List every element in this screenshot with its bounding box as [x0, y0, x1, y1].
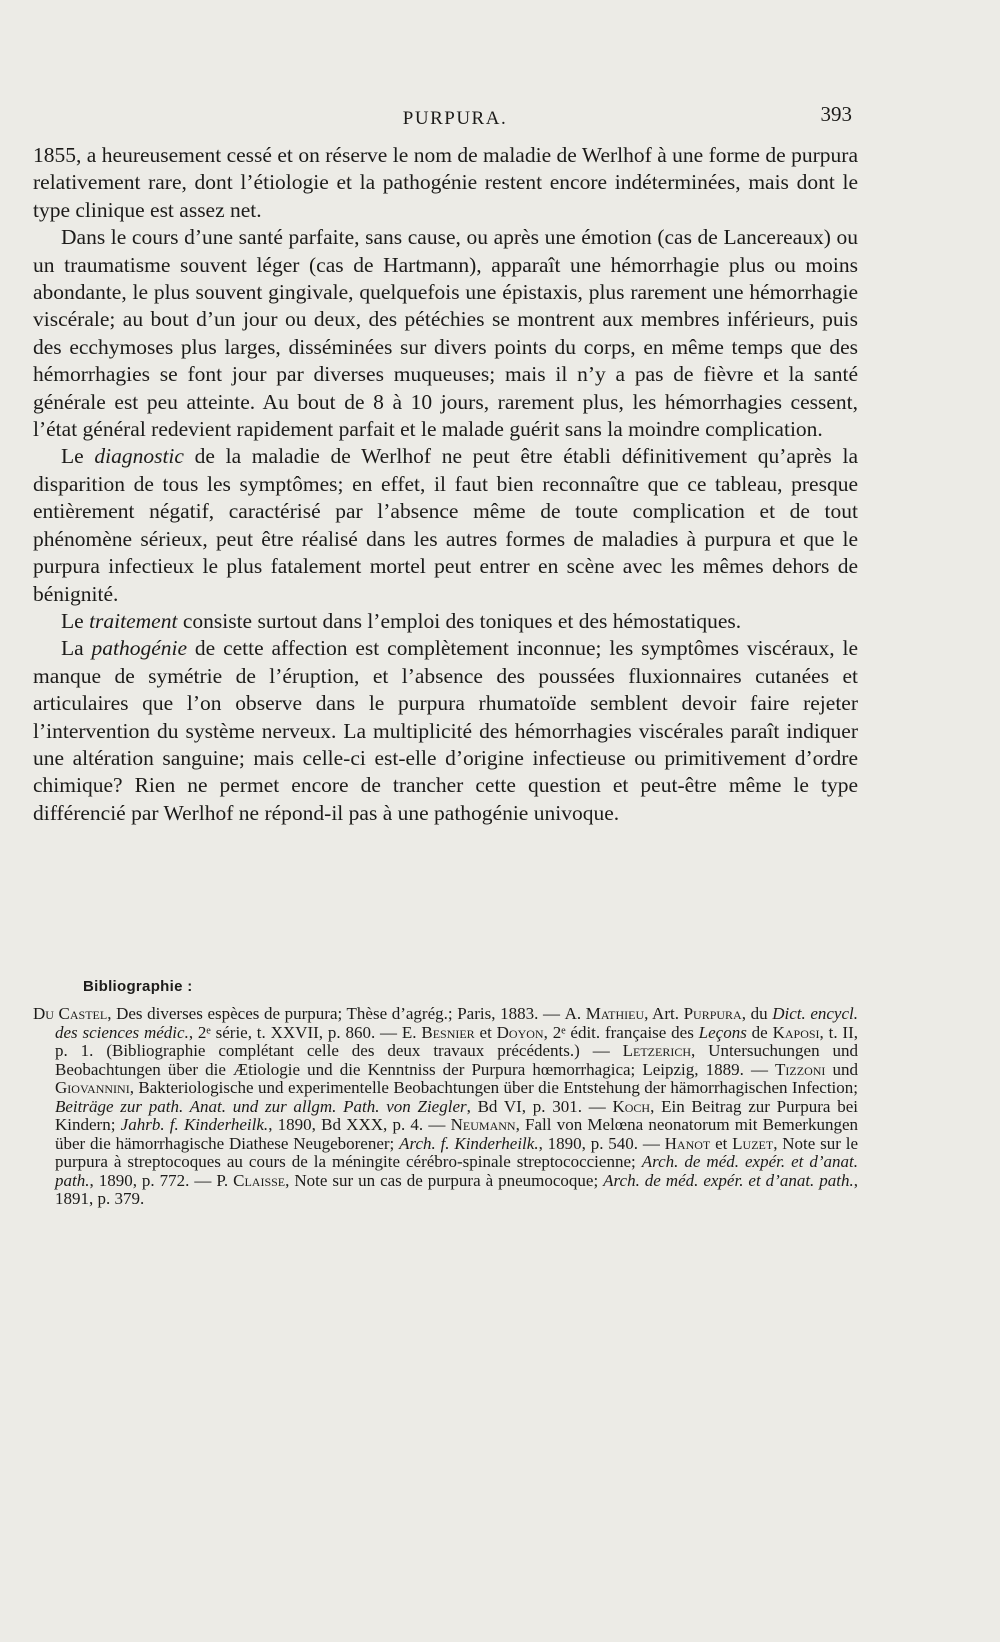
- bibliography-journal: Beiträge zur path. Anat. und zur allgm. Path. von Ziegler: [55, 1096, 467, 1116]
- paragraph-1: [33, 142, 858, 224]
- bibliography-text: , 1891, p. 379.: [55, 1170, 858, 1208]
- bibliography-author: Doyon: [496, 1022, 544, 1042]
- page-header: [60, 102, 852, 138]
- paragraph-lead-term: diagnostic: [94, 444, 184, 469]
- paragraph-lead-article: La: [61, 636, 92, 661]
- paragraph-2: [33, 224, 858, 443]
- bibliography-journal: Leçons: [698, 1022, 747, 1042]
- bibliography-author: A. Mathieu: [564, 1004, 645, 1023]
- paragraph-text: Dans le cours d’une santé parfaite, sans cause, ou après une émotion (cas de Lancereaux) ou un traumatisme souvent léger (cas de Hartmann), apparaît une hémorrhagie plus ou moins abondante, le plus souvent gingivale, quelquefois une épistaxis, plus rarement une hémorrhagie viscérale; au bout d’un jour ou deux, des pétéchies se montrent aux membres inférieurs, puis des ecchymoses plus larges, disséminées sur divers points du corps, en même temps que des hémorrhagies se font jour par diverses muqueuses; mais il n’y a pas de fièvre et la santé générale est peu atteinte. Au bout de 8 à 10 jours, rarement plus, les hémorrhagies cessent, l’état général redevient rapidement parfait et le malade guérit sans la moindre complication.: [33, 225, 858, 442]
- bibliography-author: E. Besnier: [401, 1022, 475, 1042]
- bibliography-text: et: [474, 1022, 497, 1042]
- bibliography-text: , 2ᵉ édit. française des: [543, 1022, 699, 1042]
- bibliography-text: , du: [741, 1004, 773, 1023]
- bibliography-heading: Bibliographie :: [83, 978, 193, 995]
- bibliography-text: de: [746, 1022, 773, 1042]
- bibliography-author: Hanot: [664, 1133, 711, 1153]
- bibliography-text: , t. II, p. 1. (Bibliographie complétant celle des deux travaux précédents.) —: [55, 1022, 859, 1060]
- paragraph-text: de cette affection est complètement inconnue; les symptômes viscéraux, le manque de symétrie de l’éruption, et l’absence des poussées fluxionnaires cutanées et articulaires que l’on observe dans le purpura rhumatoïde semblent devoir faire rejeter l’intervention du système nerveux. La multiplicité des hémorrhagies viscérales paraît indiquer une altération sanguine; mais celle-ci est-elle d’origine infectieuse ou primitivement d’ordre chimique? Rien ne permet encore de trancher cette question et peut-être même le type différencié par Werlhof ne répond-il pas à une pathogénie univoque.: [33, 636, 858, 825]
- bibliography-text: , Note sur un cas de purpura à pneumocoque;: [285, 1170, 604, 1190]
- bibliography-text: et: [710, 1133, 733, 1153]
- bibliography-author: Tizzoni: [775, 1059, 826, 1079]
- paragraph-lead-term: traitement: [89, 608, 178, 633]
- bibliography-list: [33, 1005, 858, 1209]
- bibliography-text: , Ein Beitrag zur Purpura bei Kindern;: [55, 1096, 858, 1134]
- bibliography: [33, 978, 858, 1209]
- bibliography-journal: Jahrb. f. Kinderheilk.: [120, 1115, 269, 1134]
- bibliography-author: Neumann: [450, 1115, 516, 1134]
- bibliography-text: , Art.: [644, 1004, 684, 1023]
- paragraph-lead-article: Le: [61, 444, 95, 469]
- bibliography-text: , 1890, Bd XXX, p. 4. —: [268, 1115, 451, 1134]
- paragraph-lead-term: pathogénie: [91, 636, 188, 661]
- body-text: [33, 142, 858, 827]
- bibliography-text: , 2ᵉ série, t. XXVII, p. 860. —: [188, 1022, 402, 1042]
- bibliography-text: , Des diverses espèces de purpura; Thèse d’agrég.; Paris, 1883. —: [107, 1004, 565, 1023]
- bibliography-author: Du Castel: [33, 1004, 108, 1023]
- paragraph-lead-article: Le: [61, 608, 90, 633]
- bibliography-text: und: [825, 1059, 858, 1079]
- bibliography-text: , Bakteriologische und experimentelle Beobachtungen über die Entstehung der hämorrhagischen Infection;: [129, 1078, 858, 1097]
- bibliography-text: , 1890, p. 772. —: [89, 1170, 217, 1190]
- bibliography-author: Luzet: [732, 1133, 774, 1153]
- bibliography-author: Koch: [612, 1096, 651, 1116]
- bibliography-journal: Dict. encycl. des sciences médic.: [55, 1004, 858, 1042]
- bibliography-author: Giovannini: [55, 1078, 130, 1097]
- running-head: PURPURA.: [402, 108, 508, 129]
- bibliography-author: P. Claisse: [216, 1170, 286, 1190]
- bibliography-journal: Arch. de méd. expér. et d’anat. path.: [603, 1170, 854, 1190]
- bibliography-text: , 1890, p. 540. —: [538, 1133, 665, 1153]
- paragraph-text: de la maladie de Werlhof ne peut être établi définitivement qu’après la disparition de tous les symptômes; en effet, il faut bien reconnaître que ce tableau, presque entièrement négatif, caractérisé par l’absence même de toute complication et de tout phénomène sérieux, peut être réalisé dans les autres formes de maladies à purpura et que le purpura infectieux le plus fatalement mortel peut entrer en scène avec les mêmes dehors de bénignité.: [33, 444, 858, 606]
- paragraph-traitement: [33, 608, 858, 635]
- bibliography-text: , Untersuchungen und Beobachtungen über die Ætiologie und die Kenntniss der Purpura hœmorrhagica; Leipzig, 1889. —: [55, 1041, 858, 1079]
- bibliography-journal: Arch. f. Kinderheilk.: [399, 1133, 539, 1153]
- bibliography-text: , Fall von Melœna neonatorum mit Bemerkungen über die hämorrhagische Diathese Neugeborener;: [55, 1115, 859, 1153]
- paragraph-text: consiste surtout dans l’emploi des toniques et des hémostatiques.: [177, 608, 742, 633]
- bibliography-text: , Note sur le purpura à streptocoques au cours de la méningite cérébro-spinale streptococcienne;: [55, 1133, 859, 1171]
- bibliography-text: , Bd VI, p. 301. —: [466, 1096, 613, 1116]
- paragraph-pathogenie: [33, 635, 858, 827]
- paragraph-diagnostic: [33, 443, 858, 607]
- paragraph-text: 1855, a heureusement cessé et on réserve le nom de maladie de Werlhof à une forme de purpura relativement rare, dont l’étiologie et la pathogénie restent encore indéterminées, mais dont le type clinique est assez net.: [33, 143, 858, 222]
- bibliography-journal: Arch. de méd. expér. et d’anat. path.: [55, 1152, 858, 1190]
- bibliography-author: Purpura: [683, 1004, 742, 1023]
- bibliography-author: Letzerich: [622, 1041, 692, 1060]
- bibliography-author: Kaposi: [772, 1022, 820, 1042]
- page-number: 393: [820, 102, 852, 126]
